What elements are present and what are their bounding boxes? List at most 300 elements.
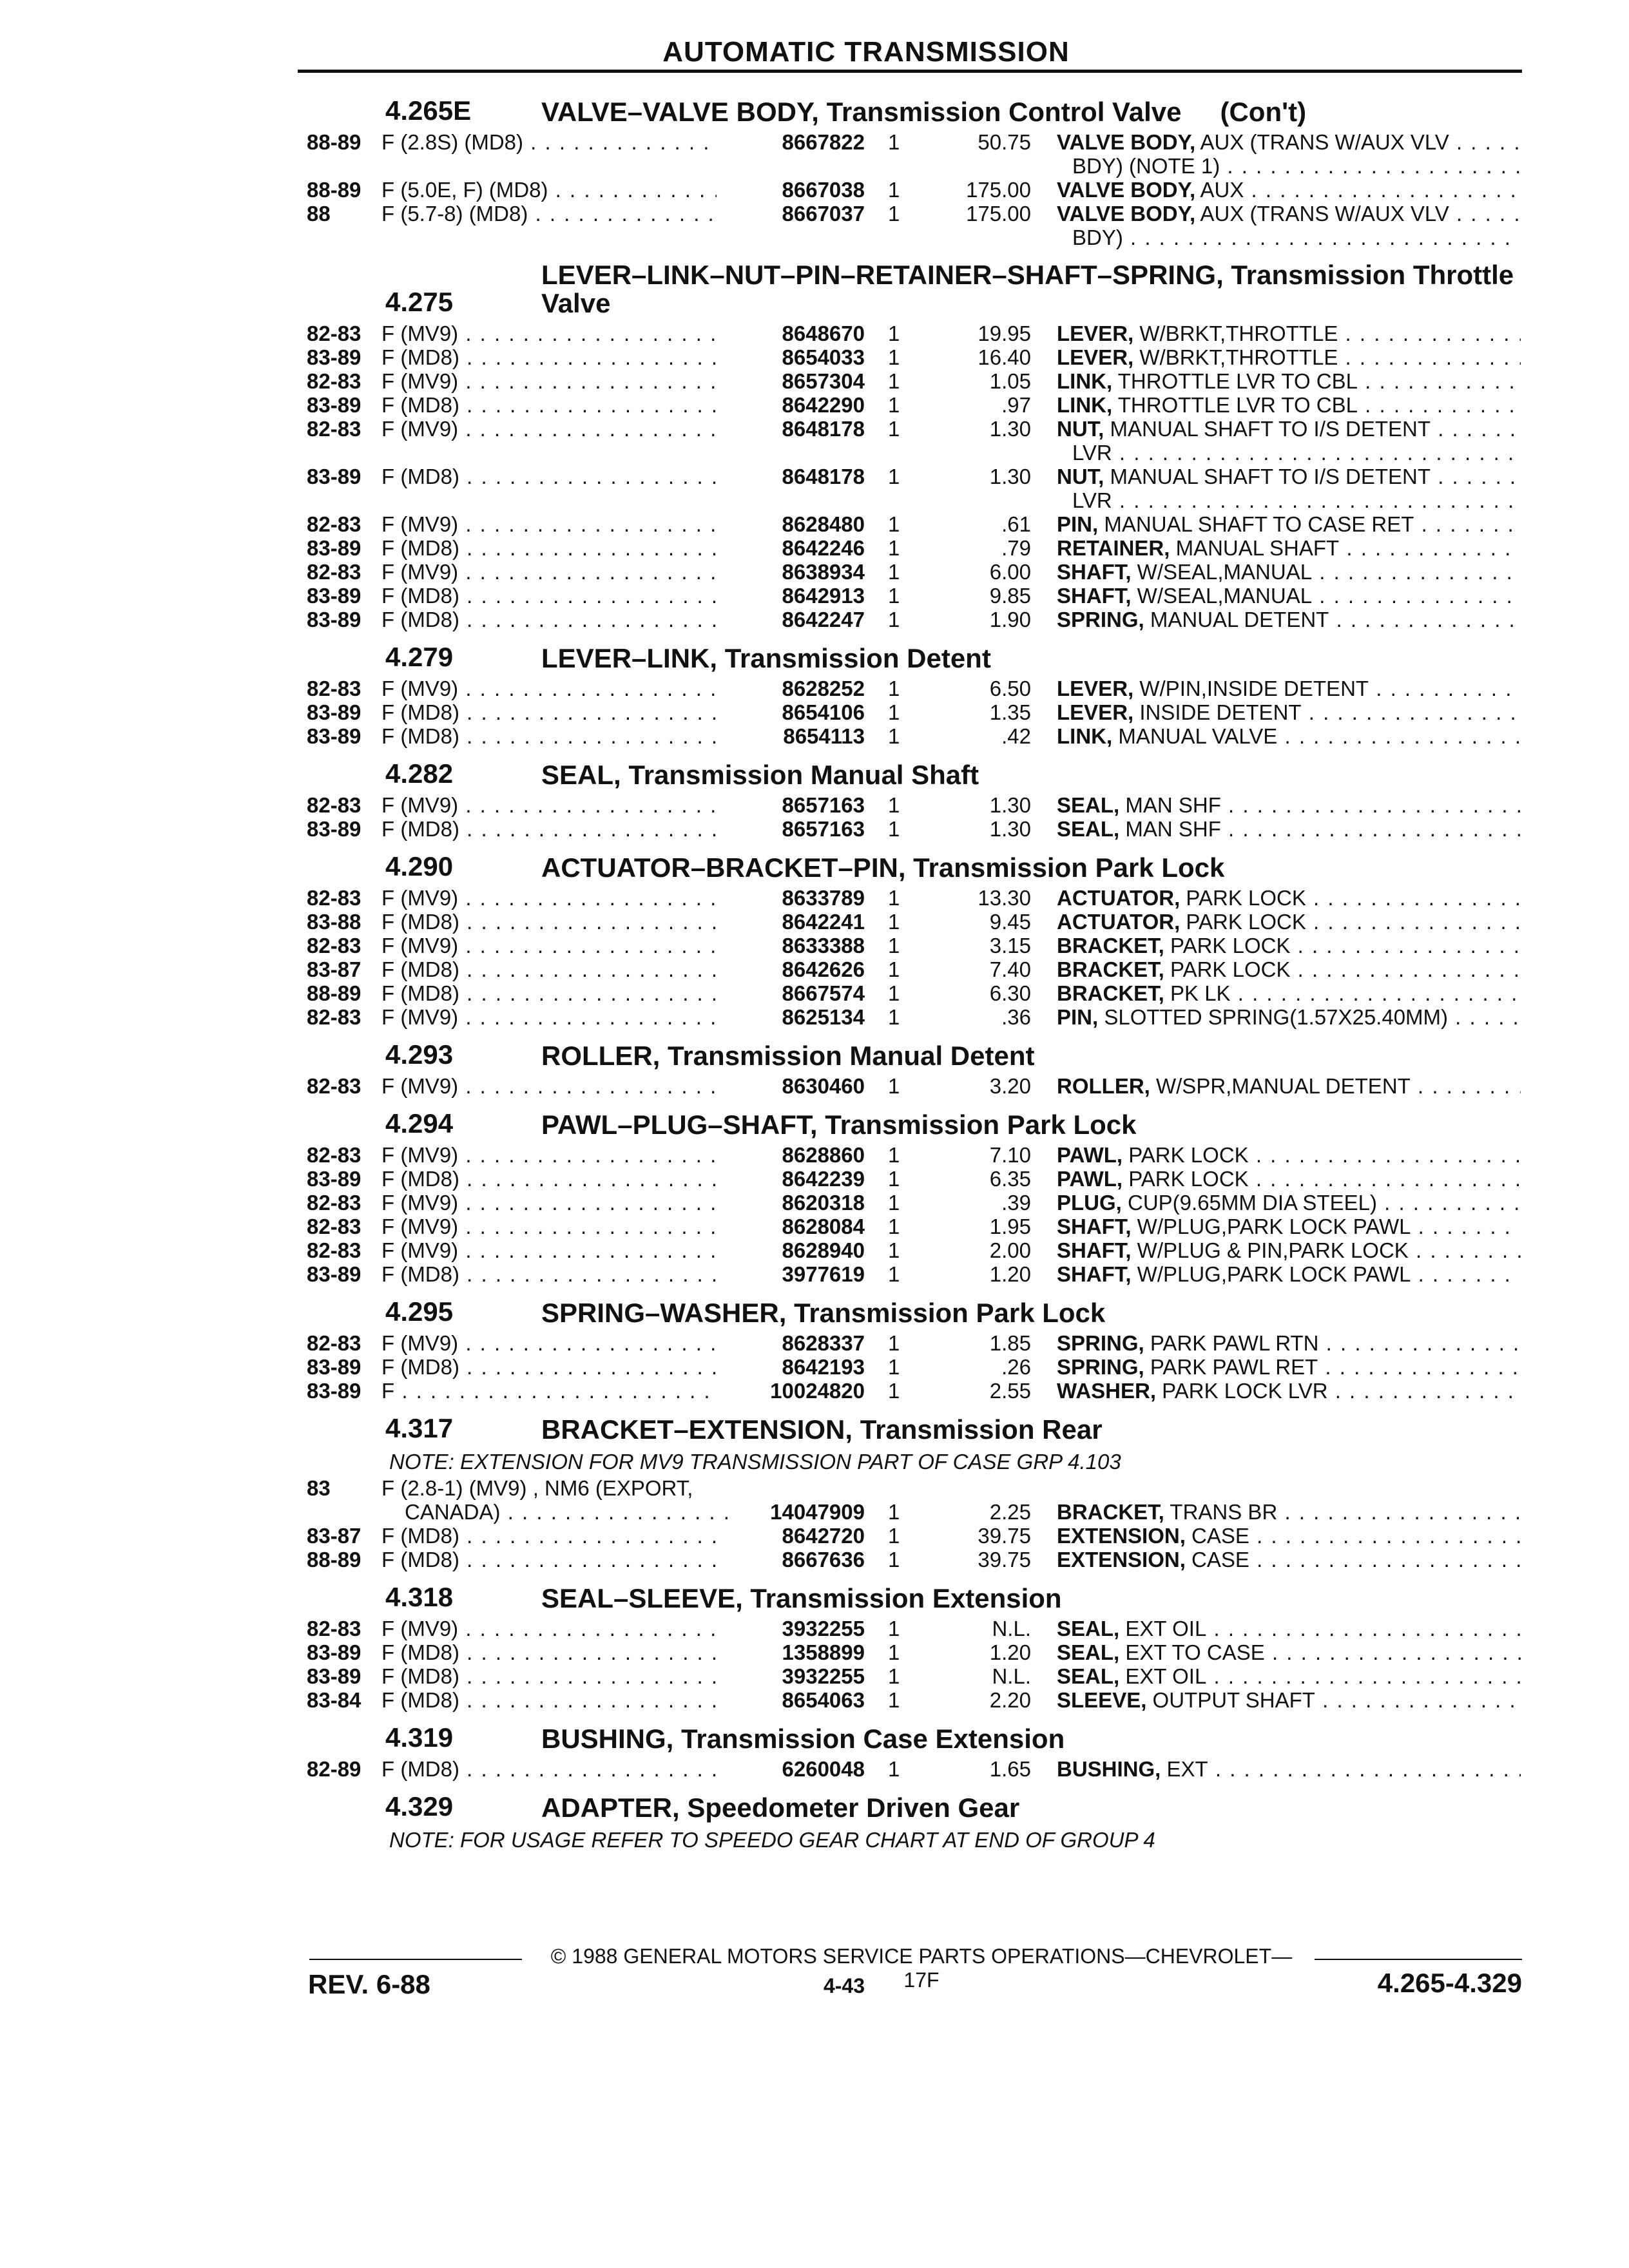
part-name-continued — [0, 488, 1629, 512]
application-desc: F (MV9) . . . — [381, 1617, 717, 1640]
application-desc: F (MD8) . . . — [381, 393, 717, 417]
model-years: 88 — [307, 202, 331, 226]
part-name-keyword: ACTUATOR, — [1057, 910, 1181, 934]
quantity: 1 — [888, 1664, 900, 1688]
part-name: SEAL, EXT OIL . . . — [1057, 1617, 1521, 1640]
list-price: 19.95 — [978, 322, 1031, 345]
list-price: 7.10 — [989, 1143, 1031, 1167]
application-desc: F (2.8S) (MD8) . . . — [381, 130, 717, 154]
part-row — [0, 934, 1629, 957]
part-number: 8620318 — [782, 1191, 865, 1215]
application-desc: F (MD8) . . . — [381, 1688, 717, 1712]
application-desc: F (MV9) . . . — [381, 369, 717, 393]
section-title: ROLLER, Transmission Manual Detent — [541, 1041, 1035, 1071]
part-number: 3932255 — [782, 1617, 865, 1640]
group-range: 4.265-4.329 — [1377, 1968, 1522, 1998]
quantity: 1 — [888, 1688, 900, 1712]
quantity: 1 — [888, 1379, 900, 1403]
part-row — [0, 981, 1629, 1005]
list-price: 1.30 — [989, 793, 1031, 817]
application-desc: F (MD8) . . . — [381, 1664, 717, 1688]
model-years: 82-83 — [307, 322, 361, 345]
part-name-keyword: SHAFT, — [1057, 1262, 1132, 1286]
application-desc: F (MV9) . . . — [381, 1074, 717, 1098]
list-price: 9.85 — [989, 584, 1031, 608]
section-number: 4.290 — [385, 851, 454, 881]
section-number: 4.279 — [385, 642, 454, 672]
part-name: NUT, MANUAL SHAFT TO I/S DETENT . . . — [1057, 417, 1521, 441]
section-header — [0, 1786, 1629, 1826]
model-years: 83-89 — [307, 1262, 361, 1286]
part-number: 8642247 — [782, 608, 865, 631]
part-number: 8648670 — [782, 322, 865, 345]
part-number: 8667636 — [782, 1548, 865, 1571]
part-name-keyword: SEAL, — [1057, 1664, 1120, 1688]
list-price: 6.35 — [989, 1167, 1031, 1191]
part-name: BRACKET, PARK LOCK . . . — [1057, 957, 1521, 981]
part-row — [0, 1757, 1629, 1781]
application-desc: F (MV9) . . . — [381, 322, 717, 345]
section-title: LEVER–LINK–NUT–PIN–RETAINER–SHAFT–SPRING, Transmission Throttle Valve — [541, 260, 1514, 318]
list-price: .42 — [1001, 724, 1031, 748]
part-name-keyword: SEAL, — [1057, 817, 1120, 841]
model-years: 82-83 — [307, 793, 361, 817]
part-name-keyword: VALVE BODY, — [1057, 130, 1196, 154]
part-name-continuation: BDY) . . . — [1072, 226, 1521, 249]
list-price: 1.65 — [989, 1757, 1031, 1781]
section-number: 4.318 — [385, 1582, 454, 1612]
part-name-continuation: LVR . . . — [1072, 488, 1521, 512]
part-name-continued — [0, 154, 1629, 178]
application-desc: F . . . — [381, 1379, 717, 1403]
list-price: .36 — [1001, 1005, 1031, 1029]
model-years: 82-83 — [307, 1215, 361, 1238]
model-years: 82-83 — [307, 512, 361, 536]
list-price: 175.00 — [966, 178, 1031, 202]
section-title: ACTUATOR–BRACKET–PIN, Transmission Park Lock — [541, 852, 1225, 883]
model-years: 82-83 — [307, 934, 361, 957]
application-desc: F (MD8) . . . — [381, 1167, 717, 1191]
application-desc: F (MD8) . . . — [381, 536, 717, 560]
application-desc: F (2.8-1) (MV9) , NM6 (EXPORT, — [381, 1476, 693, 1500]
parts-sections — [0, 90, 1629, 1860]
part-name-keyword: BRACKET, — [1057, 981, 1164, 1005]
part-row — [0, 178, 1629, 202]
part-row — [0, 1664, 1629, 1688]
quantity: 1 — [888, 345, 900, 369]
model-years: 82-83 — [307, 560, 361, 584]
quantity: 1 — [888, 1005, 900, 1029]
part-name-keyword: LEVER, — [1057, 345, 1134, 369]
list-price: 39.75 — [978, 1524, 1031, 1548]
quantity: 1 — [888, 910, 900, 934]
part-name-keyword: LINK, — [1057, 393, 1113, 417]
part-name: VALVE BODY, AUX . . . — [1057, 178, 1521, 202]
part-row — [0, 1524, 1629, 1548]
part-number: 8667038 — [782, 178, 865, 202]
application-desc: F (5.0E, F) (MD8) . . . — [381, 178, 717, 202]
list-price: 7.40 — [989, 957, 1031, 981]
part-number: 8642626 — [782, 957, 865, 981]
quantity: 1 — [888, 1074, 900, 1098]
section-number: 4.293 — [385, 1039, 454, 1070]
model-years: 83-89 — [307, 584, 361, 608]
part-name-keyword: PIN, — [1057, 1005, 1099, 1029]
part-row — [0, 369, 1629, 393]
application-desc: F (MD8) . . . — [381, 817, 717, 841]
application-desc: F (MD8) . . . — [381, 700, 717, 724]
part-name-keyword: LEVER, — [1057, 322, 1134, 345]
list-price: 6.00 — [989, 560, 1031, 584]
model-years: 83-89 — [307, 724, 361, 748]
quantity: 1 — [888, 1215, 900, 1238]
quantity: 1 — [888, 536, 900, 560]
part-number: 3932255 — [782, 1664, 865, 1688]
quantity: 1 — [888, 724, 900, 748]
part-name: SHAFT, W/PLUG,PARK LOCK PAWL . . . — [1057, 1215, 1521, 1238]
quantity: 1 — [888, 1640, 900, 1664]
quantity: 1 — [888, 1262, 900, 1286]
application-desc: F (MV9) . . . — [381, 417, 717, 441]
section-header — [0, 90, 1629, 130]
footer-rule-right — [1315, 1959, 1522, 1960]
part-name-keyword: WASHER, — [1057, 1379, 1157, 1403]
section-title: VALVE–VALVE BODY, Transmission Control Valve (Con't) — [541, 97, 1307, 127]
model-years: 83-89 — [307, 608, 361, 631]
quantity: 1 — [888, 584, 900, 608]
quantity: 1 — [888, 560, 900, 584]
model-years: 83-89 — [307, 393, 361, 417]
list-price: 1.90 — [989, 608, 1031, 631]
application-desc: F (MV9) . . . — [381, 1143, 717, 1167]
part-name: SHAFT, W/SEAL,MANUAL . . . — [1057, 584, 1521, 608]
application-desc: F (MV9) . . . — [381, 1215, 717, 1238]
part-row — [0, 1074, 1629, 1098]
part-row — [0, 1548, 1629, 1571]
part-name-keyword: BUSHING, — [1057, 1757, 1161, 1781]
part-row — [0, 1355, 1629, 1379]
application-desc: F (MD8) . . . — [381, 1757, 717, 1781]
model-years: 83-87 — [307, 1524, 361, 1548]
part-name: LINK, THROTTLE LVR TO CBL . . . — [1057, 393, 1521, 417]
part-name-keyword: SEAL, — [1057, 793, 1120, 817]
application-desc: F (MD8) . . . — [381, 608, 717, 631]
model-years: 82-83 — [307, 677, 361, 700]
application-desc: F (MD8) . . . — [381, 910, 717, 934]
section-header — [0, 1577, 1629, 1617]
part-row — [0, 1191, 1629, 1215]
quantity: 1 — [888, 1548, 900, 1571]
quantity: 1 — [888, 1617, 900, 1640]
list-price: 1.30 — [989, 465, 1031, 488]
part-number: 8642193 — [782, 1355, 865, 1379]
part-name: NUT, MANUAL SHAFT TO I/S DETENT . . . — [1057, 465, 1521, 488]
quantity: 1 — [888, 1238, 900, 1262]
list-price: 1.30 — [989, 417, 1031, 441]
part-name: PIN, SLOTTED SPRING(1.57X25.40MM) . . . — [1057, 1005, 1521, 1029]
list-price: 50.75 — [978, 130, 1031, 154]
part-name: VALVE BODY, AUX (TRANS W/AUX VLV . . . — [1057, 202, 1521, 226]
list-price: .26 — [1001, 1355, 1031, 1379]
part-number: 8628084 — [782, 1215, 865, 1238]
part-name: ROLLER, W/SPR,MANUAL DETENT . . . — [1057, 1074, 1521, 1098]
part-name-keyword: VALVE BODY, — [1057, 178, 1196, 202]
section-title: SEAL–SLEEVE, Transmission Extension — [541, 1583, 1062, 1613]
part-name-keyword: SHAFT, — [1057, 1215, 1132, 1238]
part-number: 8642290 — [782, 393, 865, 417]
section-header — [0, 1291, 1629, 1331]
part-number: 8642241 — [782, 910, 865, 934]
part-name: RETAINER, MANUAL SHAFT . . . — [1057, 536, 1521, 560]
part-name-keyword: BRACKET, — [1057, 934, 1164, 957]
section-header — [0, 1034, 1629, 1074]
model-years: 82-83 — [307, 1617, 361, 1640]
model-years: 83-89 — [307, 1640, 361, 1664]
part-row — [0, 1640, 1629, 1664]
quantity: 1 — [888, 700, 900, 724]
application-desc: F (5.7-8) (MD8) . . . — [381, 202, 717, 226]
list-price: 2.00 — [989, 1238, 1031, 1262]
part-name-keyword: ACTUATOR, — [1057, 886, 1181, 910]
model-years: 82-83 — [307, 417, 361, 441]
section-header — [0, 1103, 1629, 1143]
part-row — [0, 793, 1629, 817]
list-price: 3.15 — [989, 934, 1031, 957]
part-number: 8638934 — [782, 560, 865, 584]
part-name: SPRING, MANUAL DETENT . . . — [1057, 608, 1521, 631]
application-desc: F (MD8) . . . — [381, 957, 717, 981]
part-number: 6260048 — [782, 1757, 865, 1781]
list-price: 6.50 — [989, 677, 1031, 700]
model-years: 83 — [307, 1476, 331, 1500]
application-desc: F (MV9) . . . — [381, 934, 717, 957]
application-desc: F (MV9) . . . — [381, 1005, 717, 1029]
part-name-keyword: SEAL, — [1057, 1617, 1120, 1640]
part-name: SHAFT, W/PLUG & PIN,PARK LOCK . . . — [1057, 1238, 1521, 1262]
application-desc: F (MD8) . . . — [381, 724, 717, 748]
part-row — [0, 677, 1629, 700]
quantity: 1 — [888, 1167, 900, 1191]
part-name-keyword: RETAINER, — [1057, 536, 1170, 560]
part-name: WASHER, PARK LOCK LVR . . . — [1057, 1379, 1521, 1403]
part-number: 8633388 — [782, 934, 865, 957]
list-price: 1.35 — [989, 700, 1031, 724]
model-years: 88-89 — [307, 1548, 361, 1571]
page-number: 4-43 — [823, 1974, 865, 1997]
title-rule — [298, 70, 1522, 73]
section-number: 4.282 — [385, 758, 454, 789]
model-years: 82-83 — [307, 1005, 361, 1029]
application-desc: F (MV9) . . . — [381, 793, 717, 817]
part-name: EXTENSION, CASE . . . — [1057, 1524, 1521, 1548]
quantity: 1 — [888, 1757, 900, 1781]
part-name-keyword: SHAFT, — [1057, 584, 1132, 608]
list-price: 175.00 — [966, 202, 1031, 226]
section-title: PAWL–PLUG–SHAFT, Transmission Park Lock — [541, 1110, 1137, 1140]
list-price: 2.55 — [989, 1379, 1031, 1403]
part-number: 1358899 — [782, 1640, 865, 1664]
application-desc: F (MD8) . . . — [381, 345, 717, 369]
part-row — [0, 1262, 1629, 1286]
part-number: 8667822 — [782, 130, 865, 154]
part-name-keyword: BRACKET, — [1057, 1500, 1164, 1524]
list-price: 6.30 — [989, 981, 1031, 1005]
part-number: 8667574 — [782, 981, 865, 1005]
part-name-keyword: SEAL, — [1057, 1640, 1120, 1664]
section-header — [0, 637, 1629, 677]
part-number: 8667037 — [782, 202, 865, 226]
part-row — [0, 1167, 1629, 1191]
model-years: 82-83 — [307, 1191, 361, 1215]
section-title: BUSHING, Transmission Case Extension — [541, 1724, 1065, 1754]
application-desc: F (MD8) . . . — [381, 465, 717, 488]
model-years: 83-89 — [307, 1167, 361, 1191]
section-header — [0, 846, 1629, 886]
part-row — [0, 910, 1629, 934]
part-number: 8657163 — [782, 793, 865, 817]
application-desc: F (MV9) . . . — [381, 512, 717, 536]
part-name: BRACKET, PK LK . . . — [1057, 981, 1521, 1005]
model-years: 88-89 — [307, 178, 361, 202]
part-row — [0, 130, 1629, 154]
part-row — [0, 886, 1629, 910]
section-number: 4.317 — [385, 1413, 454, 1443]
part-row — [0, 1143, 1629, 1167]
application-desc: F (MV9) . . . — [381, 1238, 717, 1262]
part-number: 8648178 — [782, 417, 865, 441]
part-row — [0, 700, 1629, 724]
part-number: 8642246 — [782, 536, 865, 560]
part-name-keyword: LEVER, — [1057, 700, 1134, 724]
model-years: 83-89 — [307, 817, 361, 841]
application-desc: F (MV9) . . . — [381, 886, 717, 910]
quantity: 1 — [888, 677, 900, 700]
application-desc: F (MV9) . . . — [381, 1331, 717, 1355]
part-name: PLUG, CUP(9.65MM DIA STEEL) . . . — [1057, 1191, 1521, 1215]
section-note: NOTE: EXTENSION FOR MV9 TRANSMISSION PART OF CASE GRP 4.103 — [389, 1450, 1121, 1474]
part-number: 14047909 — [770, 1500, 865, 1524]
section-title: BRACKET–EXTENSION, Transmission Rear — [541, 1414, 1103, 1445]
part-name: PIN, MANUAL SHAFT TO CASE RET . . . — [1057, 512, 1521, 536]
part-name: SLEEVE, OUTPUT SHAFT . . . — [1057, 1688, 1521, 1712]
quantity: 1 — [888, 465, 900, 488]
quantity: 1 — [888, 512, 900, 536]
part-name-keyword: SLEEVE, — [1057, 1688, 1147, 1712]
part-row — [0, 1379, 1629, 1403]
list-price: 2.25 — [989, 1500, 1031, 1524]
model-years: 83-87 — [307, 957, 361, 981]
part-name: PAWL, PARK LOCK . . . — [1057, 1167, 1521, 1191]
quantity: 1 — [888, 1191, 900, 1215]
application-desc: F (MD8) . . . — [381, 584, 717, 608]
part-row — [0, 957, 1629, 981]
part-row — [0, 560, 1629, 584]
part-number: 8630460 — [782, 1074, 865, 1098]
quantity: 1 — [888, 178, 900, 202]
part-name: SEAL, EXT TO CASE . . . — [1057, 1640, 1521, 1664]
list-price: 1.30 — [989, 817, 1031, 841]
model-years: 83-89 — [307, 536, 361, 560]
list-price: 1.20 — [989, 1262, 1031, 1286]
part-number: 8633789 — [782, 886, 865, 910]
quantity: 1 — [888, 886, 900, 910]
part-number: 8657163 — [782, 817, 865, 841]
model-years: 83-89 — [307, 1664, 361, 1688]
part-row — [0, 202, 1629, 226]
model-years: 82-83 — [307, 1331, 361, 1355]
list-price: 13.30 — [978, 886, 1031, 910]
part-name-keyword: SHAFT, — [1057, 560, 1132, 584]
revision-label: REV. 6-88 — [308, 1969, 430, 1999]
application-desc: F (MD8) . . . — [381, 1548, 717, 1571]
part-number: 8628337 — [782, 1331, 865, 1355]
quantity: 1 — [888, 1143, 900, 1167]
part-row — [0, 1688, 1629, 1712]
part-name-keyword: SHAFT, — [1057, 1238, 1132, 1262]
part-row — [0, 1331, 1629, 1355]
model-years: 82-83 — [307, 1074, 361, 1098]
quantity: 1 — [888, 393, 900, 417]
section-header — [0, 1717, 1629, 1757]
part-name-keyword: VALVE BODY, — [1057, 202, 1196, 226]
model-years: 82-83 — [307, 1238, 361, 1262]
part-name-keyword: LINK, — [1057, 724, 1113, 748]
quantity: 1 — [888, 981, 900, 1005]
part-row — [0, 512, 1629, 536]
list-price: 1.95 — [989, 1215, 1031, 1238]
part-name: BRACKET, TRANS BR . . . — [1057, 1500, 1521, 1524]
part-name-keyword: SPRING, — [1057, 608, 1144, 631]
section-number: 4.265E — [385, 95, 472, 126]
part-name-keyword: NUT, — [1057, 417, 1104, 441]
model-years: 82-89 — [307, 1757, 361, 1781]
application-desc: F (MV9) . . . — [381, 560, 717, 584]
quantity: 1 — [888, 202, 900, 226]
section-title: SPRING–WASHER, Transmission Park Lock — [541, 1298, 1106, 1328]
section-number: 4.275 — [385, 287, 454, 317]
part-number: 8642239 — [782, 1167, 865, 1191]
section-number: 4.295 — [385, 1296, 454, 1327]
footer-copyright: © 1988 GENERAL MOTORS SERVICE PARTS OPERATIONS—CHEVROLET—17F — [550, 1945, 1293, 1992]
application-desc: F (MD8) . . . — [381, 1355, 717, 1379]
model-years: 82-83 — [307, 1143, 361, 1167]
list-price: 39.75 — [978, 1548, 1031, 1571]
part-name: SPRING, PARK PAWL RTN . . . — [1057, 1331, 1521, 1355]
quantity: 1 — [888, 817, 900, 841]
quantity: 1 — [888, 934, 900, 957]
quantity: 1 — [888, 957, 900, 981]
application-desc: F (MV9) . . . — [381, 1191, 717, 1215]
part-row — [0, 1238, 1629, 1262]
part-number: 8654113 — [783, 724, 865, 748]
part-row — [0, 1617, 1629, 1640]
part-name-keyword: LEVER, — [1057, 677, 1134, 700]
list-price: N.L. — [992, 1664, 1031, 1688]
part-number: 8642913 — [782, 584, 865, 608]
part-name-keyword: LINK, — [1057, 369, 1113, 393]
quantity: 1 — [888, 1524, 900, 1548]
quantity: 1 — [888, 130, 900, 154]
part-number: 8628860 — [782, 1143, 865, 1167]
part-number: 8654033 — [782, 345, 865, 369]
model-years: 88-89 — [307, 130, 361, 154]
part-row — [0, 584, 1629, 608]
part-name: VALVE BODY, AUX (TRANS W/AUX VLV . . . — [1057, 130, 1521, 154]
part-row — [0, 1476, 1629, 1500]
part-name-keyword: BRACKET, — [1057, 957, 1164, 981]
list-price: .97 — [1001, 393, 1031, 417]
model-years: 83-89 — [307, 1355, 361, 1379]
